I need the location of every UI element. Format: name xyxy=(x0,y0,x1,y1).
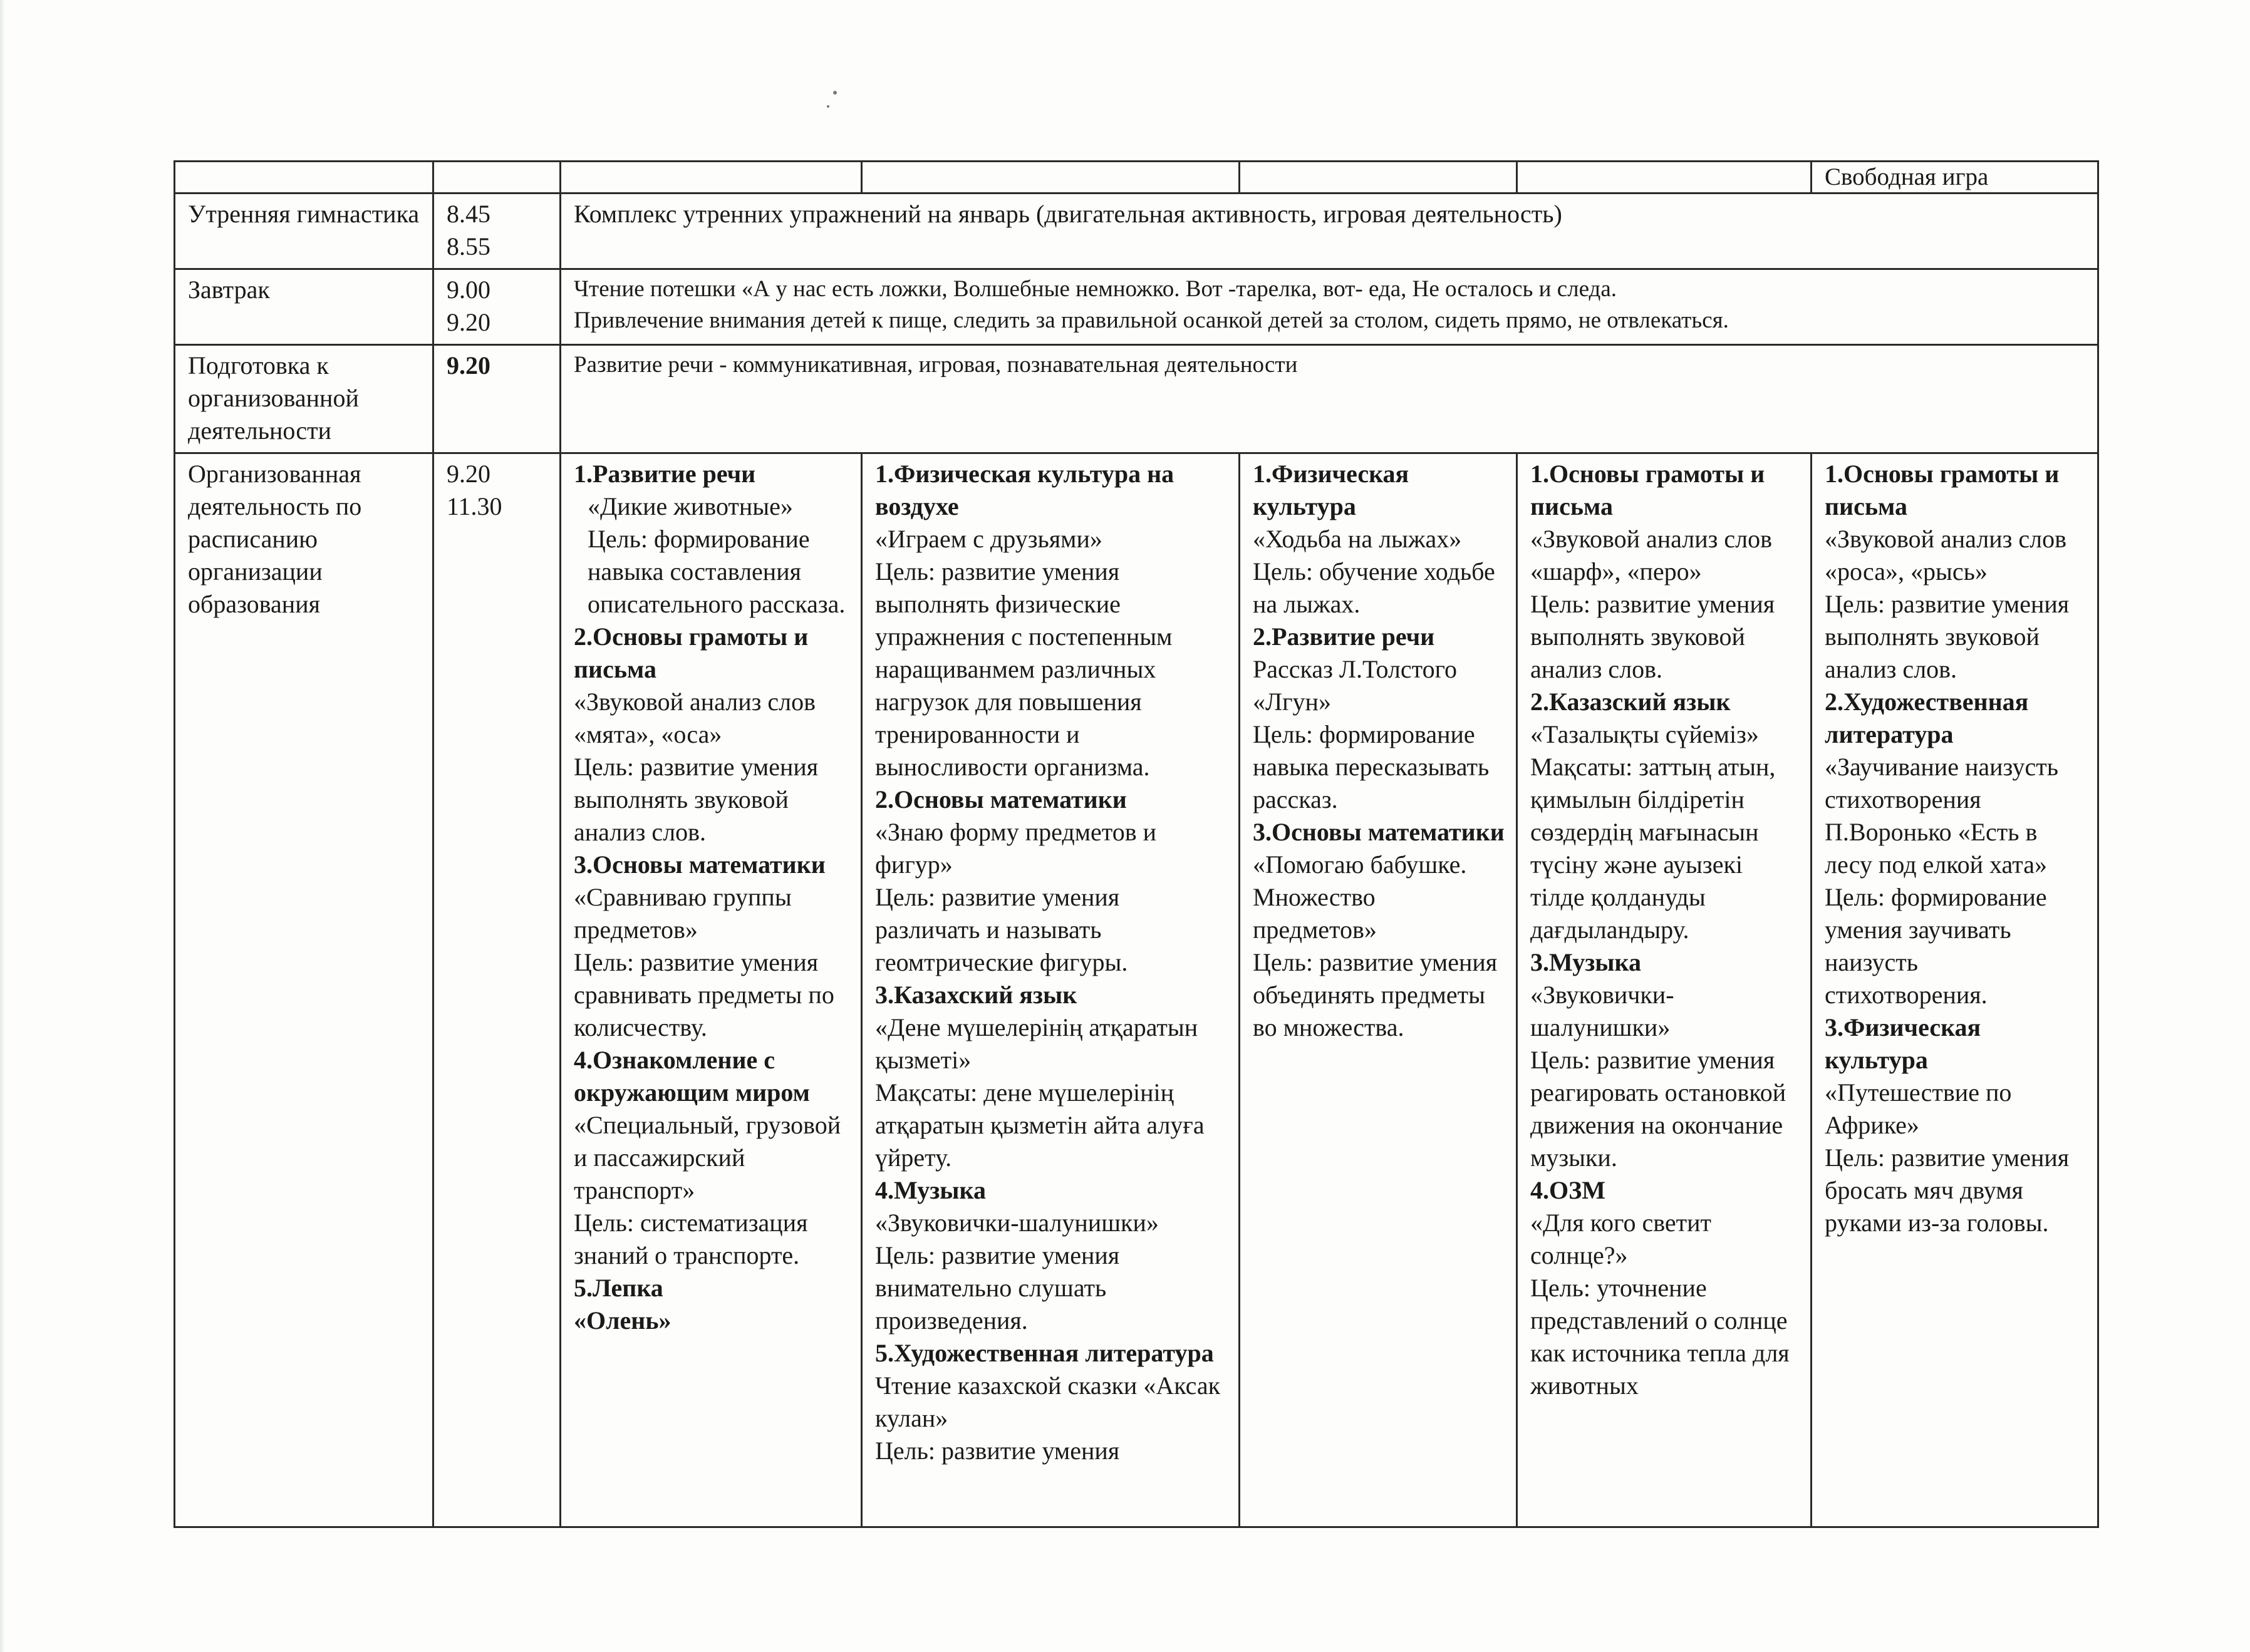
lesson-text: Рассказ Л.Толстого «Лгун» xyxy=(1253,655,1457,716)
lesson-text: Цель: формирование умения заучивать наизусть стихотворения. xyxy=(1825,883,2047,1009)
lesson-text: «Звуковой анализ слов «роса», «рысь» xyxy=(1825,525,2067,586)
lesson-title: 3.Казахский язык xyxy=(875,981,1077,1009)
scan-edge xyxy=(0,0,5,1652)
scan-speck xyxy=(833,91,837,95)
lesson-text: «Звуковички-шалунишки» xyxy=(1530,981,1674,1041)
lesson-title: 3.Музыка xyxy=(1530,948,1641,976)
lesson-text: «Звуковой анализ слов «мята», «оса» xyxy=(574,688,816,748)
row-label: Завтрак xyxy=(175,269,433,345)
lesson-text: «Олень» xyxy=(574,1306,671,1335)
schedule-table xyxy=(174,160,2099,1528)
lesson-title: 2.Основы грамоты и письма xyxy=(574,622,809,683)
lesson-text: Цель: развитие умения бросать мяч двумя руками из-за головы. xyxy=(1825,1143,2070,1237)
lesson-text: Цель: формирование навыка пересказывать рассказ. xyxy=(1253,720,1490,813)
header-cell xyxy=(175,162,433,194)
lesson-title: 1.Физическая культура xyxy=(1253,460,1409,520)
lesson-title: 2.Основы математики xyxy=(875,785,1127,813)
lesson-title: 4.Музыка xyxy=(875,1176,986,1204)
row-label: Подготовка к организованной деятельности xyxy=(175,345,433,453)
lesson-text: Чтение казахской сказки «Аксак кулан» xyxy=(875,1371,1221,1432)
lesson-text: «Звуковой анализ слов «шарф», «перо» xyxy=(1530,525,1773,586)
row-content: Комплекс утренних упражнений на январь (двигательная активность, игровая деятельность) xyxy=(561,194,2098,269)
row-time: 9.20 11.30 xyxy=(433,453,561,1527)
day-cell-1 xyxy=(561,453,862,1527)
row-label: Утренняя гимнастика xyxy=(175,194,433,269)
lesson-text: «Путешествие по Африке» xyxy=(1825,1078,2012,1139)
scan-speck xyxy=(827,105,829,108)
row-time: 9.20 xyxy=(433,345,561,453)
table-row-organized xyxy=(175,453,2098,1527)
lesson-text: Цель: уточнение представлений о солнце как источника тепла для животных xyxy=(1530,1274,1790,1400)
row-time: 9.00 9.20 xyxy=(433,269,561,345)
lesson-text: «Сравниваю группы предметов» xyxy=(574,883,792,944)
lesson-title: 5.Художественная литература xyxy=(875,1339,1214,1367)
lesson-title: 1.Основы грамоты и письма xyxy=(1530,460,1765,520)
lesson-text: «Дене мүшелерінің атқаратын қызметі» xyxy=(875,1013,1198,1074)
lesson-title: 2.Казазский язык xyxy=(1530,688,1731,716)
header-cell xyxy=(1517,162,1812,194)
lesson-title: 5.Лепка xyxy=(574,1274,663,1302)
row-content: Развитие речи - коммуникативная, игровая, познавательная деятельности xyxy=(561,345,2098,453)
lesson-text: Цель: систематизация знаний о транспорте. xyxy=(574,1209,808,1269)
lesson-text: Цель: развитие умения выполнять звуковой анализ слов. xyxy=(1825,590,2070,683)
lesson-text: «Тазалықты сүйеміз» xyxy=(1530,720,1759,748)
day-cell-3 xyxy=(1240,453,1517,1527)
header-cell xyxy=(862,162,1240,194)
header-row xyxy=(175,162,2098,194)
table-row xyxy=(175,269,2098,345)
header-cell xyxy=(433,162,561,194)
lesson-text: «Для кого светит солнце?» xyxy=(1530,1209,1711,1269)
lesson-title: 3.Основы математики xyxy=(1253,818,1505,846)
lesson-title: 1.Физическая культура на воздухе xyxy=(875,460,1174,520)
lesson-title: 3.Физическая культура xyxy=(1825,1013,1981,1074)
lesson-text: Цель: обучение ходьбе на лыжах. xyxy=(1253,557,1495,618)
lesson-text: «Помогаю бабушке. Множество предметов» xyxy=(1253,850,1467,944)
lesson-text: Мақсаты: заттың атын, қимылын білдіретін сөздердің мағынасын түсіну және ауызекі тілде қолдануды дағдыландыру. xyxy=(1530,753,1776,944)
table-row xyxy=(175,194,2098,269)
lesson-text: Цель: формирование навыка составления описательного рассказа. xyxy=(588,525,846,618)
lesson-text: Цель: развитие умения выполнять звуковой анализ слов. xyxy=(574,753,819,846)
header-cell xyxy=(561,162,862,194)
lesson-text: «Заучивание наизусть стихотворения П.Воронько «Есть в лесу под елкой хата» xyxy=(1825,753,2058,879)
lesson-text: Цель: развитие умения выполнять физические упражнения с постепенным наращиванмем различных нагрузок для повышения тренированности и выносливости организма. xyxy=(875,557,1173,781)
lesson-title: 4.ОЗМ xyxy=(1530,1176,1605,1204)
day-cell-4 xyxy=(1517,453,1812,1527)
lesson-text: Цель: развитие умения внимательно слушать произведения. xyxy=(875,1241,1120,1335)
lesson-text: «Знаю форму предметов и фигур» xyxy=(875,818,1157,879)
header-cell-free-play: Свободная игра xyxy=(1812,162,2098,194)
lesson-text: Цель: развитие умения сравнивать предметы по колисчеству. xyxy=(574,948,834,1041)
lesson-text: «Специальный, грузовой и пассажирский транспорт» xyxy=(574,1111,841,1204)
row-content: Чтение потешки «А у нас есть ложки, Волшебные немножко. Вот -тарелка, вот- еда, Не осталось и следа. Привлечение внимания детей к пище, следить за правильной осанкой детей за столом, сидеть прямо, не отвлекаться. xyxy=(561,269,2098,345)
row-label: Организованная деятельность по расписанию организации образования xyxy=(175,453,433,1527)
table-row xyxy=(175,345,2098,453)
lesson-text: Цель: развитие умения объединять предметы во множества. xyxy=(1253,948,1498,1041)
day-cell-5 xyxy=(1812,453,2098,1527)
lesson-title: 4.Ознакомление с окружающим миром xyxy=(574,1046,810,1107)
lesson-text: Мақсаты: дене мүшелерінің атқаратын қызметін айта алуға үйрету. xyxy=(875,1078,1205,1172)
lesson-text: Цель: развитие умения реагировать остановкой движения на окончание музыки. xyxy=(1530,1046,1786,1172)
lesson-title: 1.Развитие речи xyxy=(574,460,756,488)
lesson-text: «Звуковички-шалунишки» xyxy=(875,1209,1159,1237)
lesson-text: «Играем с друзьями» xyxy=(875,525,1102,553)
lesson-title: 1.Основы грамоты и письма xyxy=(1825,460,2060,520)
lesson-title: 2.Художественная литература xyxy=(1825,688,2029,748)
lesson-title: 3.Основы математики xyxy=(574,850,826,879)
lesson-text: Цель: развитие умения выполнять звуковой анализ слов. xyxy=(1530,590,1775,683)
header-cell xyxy=(1240,162,1517,194)
lesson-title: 2.Развитие речи xyxy=(1253,622,1435,651)
row-time: 8.45 8.55 xyxy=(433,194,561,269)
lesson-text: «Дикие животные» xyxy=(588,492,793,520)
day-cell-2 xyxy=(862,453,1240,1527)
lesson-text: Цель: развитие умения xyxy=(875,1437,1120,1465)
lesson-text: Цель: развитие умения различать и называть геомтрические фигуры. xyxy=(875,883,1128,976)
lesson-text: «Ходьба на лыжах» xyxy=(1253,525,1462,553)
